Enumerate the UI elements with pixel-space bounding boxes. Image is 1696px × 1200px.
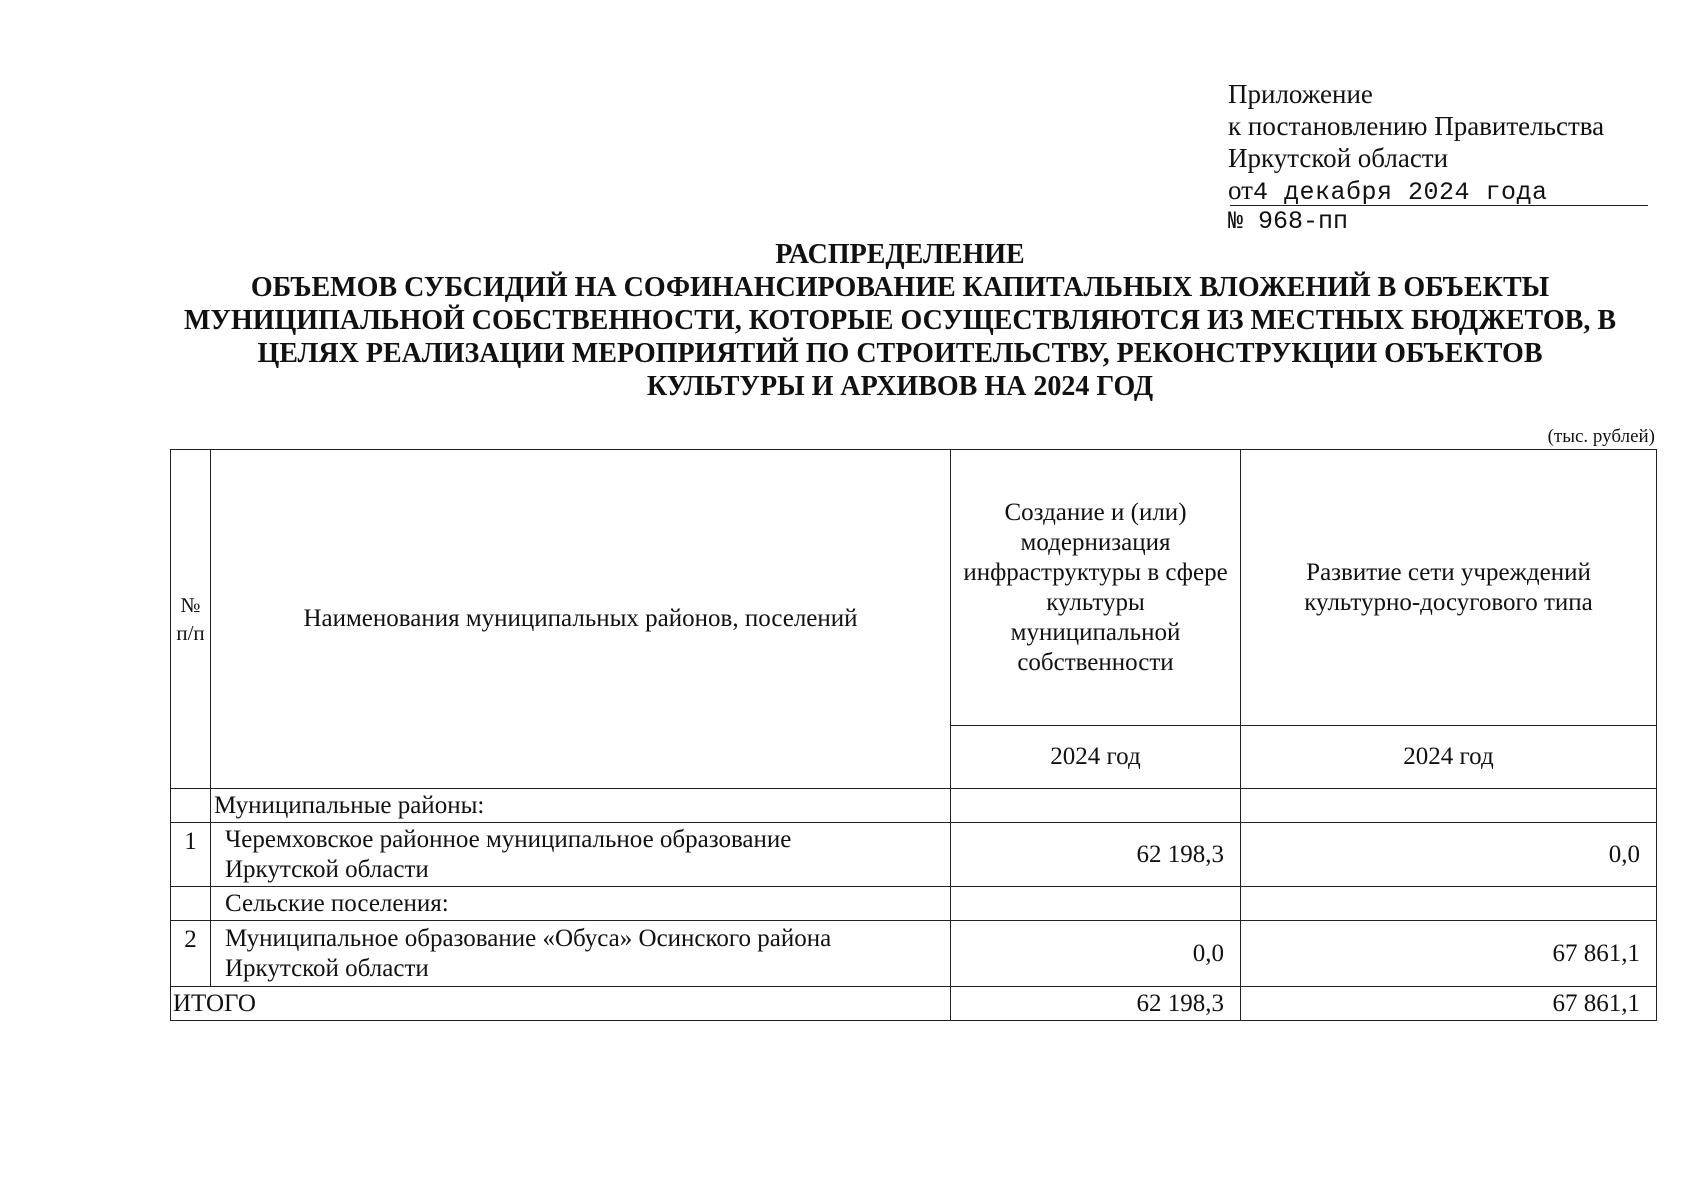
table-row xyxy=(171,823,1657,887)
row-2-value-b: 67 861,1 xyxy=(1241,921,1657,987)
header-col-a-line-1: Создание и (или) xyxy=(1004,498,1187,526)
title-line-4: ЦЕЛЯХ РЕАЛИЗАЦИИ МЕРОПРИЯТИЙ ПО СТРОИТЕЛЬСТВУ, РЕКОНСТРУКЦИИ ОБЪЕКТОВ xyxy=(257,338,1543,369)
header-col-a-line-3: инфраструктуры в сфере xyxy=(963,558,1228,586)
approval-date-prefix: от xyxy=(1228,175,1253,205)
table-header-row xyxy=(171,450,1657,726)
row-2-value-a: 0,0 xyxy=(951,921,1241,987)
row-1-num: 1 xyxy=(171,823,211,887)
approval-date-line xyxy=(1228,174,1648,209)
title-line-1: РАСПРЕДЕЛЕНИЕ xyxy=(775,239,1025,270)
section-label-districts: Муниципальные районы: xyxy=(211,789,951,823)
approval-number: № 968-пп xyxy=(1228,207,1349,236)
total-value-b: 67 861,1 xyxy=(1241,987,1657,1021)
section-num-cell xyxy=(171,789,211,823)
header-col-a-line-6: собственности xyxy=(1017,648,1174,676)
approval-block xyxy=(1228,78,1648,235)
units-label: (тыс. рублей) xyxy=(1547,426,1655,447)
header-name: Наименования муниципальных районов, поселений xyxy=(211,450,951,789)
header-num-pp: п/п xyxy=(176,621,205,645)
row-1-value-a: 62 198,3 xyxy=(951,823,1241,887)
header-num-symbol: № xyxy=(180,593,201,617)
title-line-2: ОБЪЕМОВ СУБСИДИЙ НА СОФИНАНСИРОВАНИЕ КАПИТАЛЬНЫХ ВЛОЖЕНИЙ В ОБЪЕКТЫ xyxy=(250,272,1550,303)
subsidy-table xyxy=(170,449,1657,1021)
approval-date-underline xyxy=(1230,205,1648,206)
section-row-districts xyxy=(171,789,1657,823)
approval-line-3: Иркутской области xyxy=(1228,143,1449,173)
section2-num-cell xyxy=(171,887,211,921)
approval-line-1: Приложение xyxy=(1228,79,1373,109)
document-title xyxy=(130,238,1670,403)
row-2-name xyxy=(211,921,951,987)
header-num xyxy=(171,450,211,789)
row-2-num: 2 xyxy=(171,921,211,987)
header-col-a xyxy=(951,450,1241,726)
section-b-cell xyxy=(1241,789,1657,823)
section-row-settlements xyxy=(171,887,1657,921)
total-row xyxy=(171,987,1657,1021)
header-col-a-line-4: культуры xyxy=(1046,588,1145,616)
title-line-3: МУНИЦИПАЛЬНОЙ СОБСТВЕННОСТИ, КОТОРЫЕ ОСУЩЕСТВЛЯЮТСЯ ИЗ МЕСТНЫХ БЮДЖЕТОВ, В xyxy=(183,305,1616,336)
header-col-a-line-2: модернизация xyxy=(1020,528,1171,556)
row-1-value-b: 0,0 xyxy=(1241,823,1657,887)
section2-a-cell xyxy=(951,887,1241,921)
approval-date-value: 4 декабря 2024 года xyxy=(1252,178,1548,207)
section-label-settlements: Сельские поселения: xyxy=(211,887,951,921)
table-row xyxy=(171,921,1657,987)
header-col-a-line-5: муниципальной xyxy=(1010,618,1181,646)
total-value-a: 62 198,3 xyxy=(951,987,1241,1021)
total-label: ИТОГО xyxy=(171,987,951,1021)
row-1-name xyxy=(211,823,951,887)
row-2-name-line-2: Иркутской области xyxy=(225,954,429,982)
header-col-b-line-2: культурно-досугового типа xyxy=(1304,588,1593,616)
row-2-name-line-1: Муниципальное образование «Обуса» Осинского района xyxy=(225,924,832,952)
approval-line-2: к постановлению Правительства xyxy=(1228,111,1605,141)
header-col-b-line-1: Развитие сети учреждений xyxy=(1306,558,1591,586)
row-1-name-line-1: Черемховское районное муниципальное образование xyxy=(225,825,792,853)
section2-b-cell xyxy=(1241,887,1657,921)
header-year-b: 2024 год xyxy=(1241,726,1657,789)
header-year-a: 2024 год xyxy=(951,726,1241,789)
header-col-b xyxy=(1241,450,1657,726)
title-line-5: КУЛЬТУРЫ И АРХИВОВ НА 2024 ГОД xyxy=(646,371,1154,402)
section-a-cell xyxy=(951,789,1241,823)
row-1-name-line-2: Иркутской области xyxy=(225,855,429,883)
